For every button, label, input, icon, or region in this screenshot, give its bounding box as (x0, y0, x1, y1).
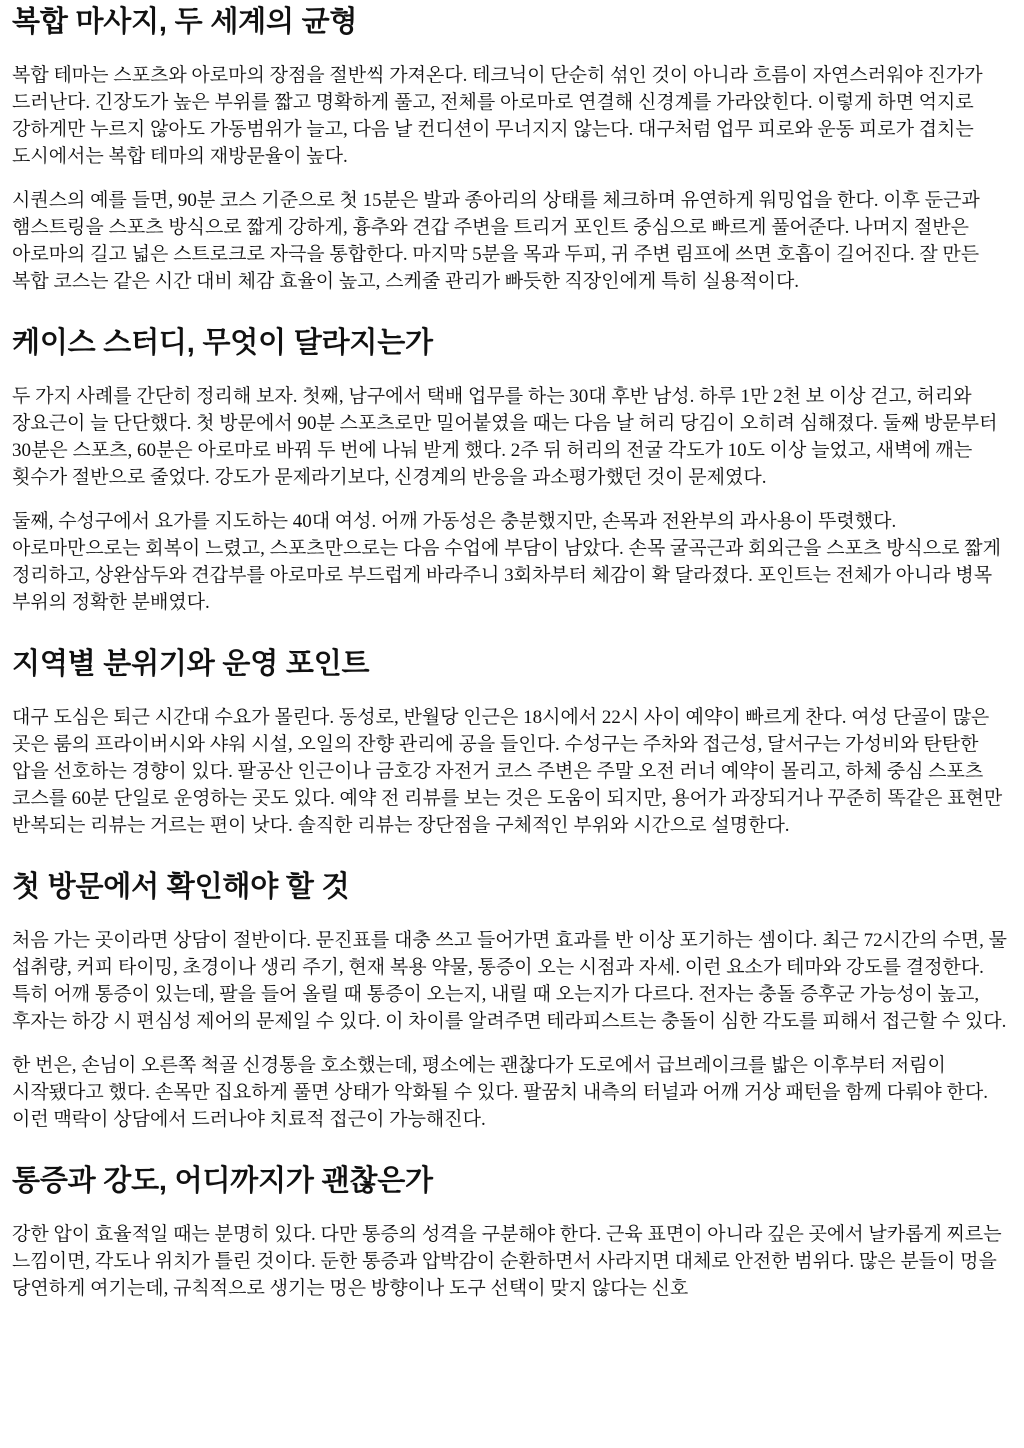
section-composite-massage (12, 4, 1012, 295)
section-heading: 케이스 스터디, 무엇이 달라지는가 (12, 327, 433, 359)
section-first-visit-checklist (12, 869, 1012, 1133)
paragraph: 강한 압이 효율적일 때는 분명히 있다. 다만 통증의 성격을 구분해야 한다. 근육 표면이 아니라 깊은 곳에서 날카롭게 찌르는 느낌이면, 각도나 위치가 틀린 것이다. 둔한 통증과 압박감이 순환하면서 사라지면 대체로 안전한 범위다. 많은 분들이 멍을 당연하게 여기는데, 규칙적으로 생기는 멍은 방향이나 도구 선택이 맞지 않다는 신호 (12, 1224, 1002, 1299)
section-pain-and-intensity (12, 1163, 1012, 1302)
section-heading: 지역별 분위기와 운영 포인트 (12, 648, 370, 680)
article (12, 0, 1012, 1319)
section-heading: 통증과 강도, 어디까지가 괜찮은가 (12, 1165, 433, 1197)
section-heading: 복합 마사지, 두 세계의 균형 (12, 6, 358, 38)
section-regional-atmosphere (12, 646, 1012, 839)
paragraph: 두 가지 사례를 간단히 정리해 보자. 첫째, 남구에서 택배 업무를 하는 30대 후반 남성. 하루 1만 2천 보 이상 걷고, 허리와 장요근이 늘 단단했다. 첫 방문에서 90분 스포츠로만 밀어붙였을 때는 다음 날 허리 당김이 오히려 심해졌다. 둘째 방문부터 30분은 스포츠, 60분은 아로마로 바꿔 두 번에 나눠 받게 했다. 2주 뒤 허리의 전굴 각도가 10도 이상 늘었고, 새벽에 깨는 횟수가 절반으로 줄었다. 강도가 문제라기보다, 신경계의 반응을 과소평가했던 것이 문제였다. (12, 386, 998, 488)
paragraph: 처음 가는 곳이라면 상담이 절반이다. 문진표를 대충 쓰고 들어가면 효과를 반 이상 포기하는 셈이다. 최근 72시간의 수면, 물 섭취량, 커피 타이밍, 초경이나 생리 주기, 현재 복용 약물, 통증이 오는 시점과 자세. 이런 요소가 테마와 강도를 결정한다. 특히 어깨 통증이 있는데, 팔을 들어 올릴 때 통증이 오는지, 내릴 때 오는지가 다르다. 전자는 충돌 증후군 가능성이 높고, 후자는 하강 시 편심성 제어의 문제일 수 있다. 이 차이를 알려주면 테라피스트는 충돌이 심한 각도를 피해서 접근할 수 있다. (12, 930, 1007, 1032)
paragraph: 복합 테마는 스포츠와 아로마의 장점을 절반씩 가져온다. 테크닉이 단순히 섞인 것이 아니라 흐름이 자연스러워야 진가가 드러난다. 긴장도가 높은 부위를 짧고 명확하게 풀고, 전체를 아로마로 연결해 신경계를 가라앉힌다. 이렇게 하면 억지로 강하게만 누르지 않아도 가동범위가 늘고, 다음 날 컨디션이 무너지지 않는다. 대구처럼 업무 피로와 운동 피로가 겹치는 도시에서는 복합 테마의 재방문율이 높다. (12, 65, 983, 167)
paragraph: 시퀀스의 예를 들면, 90분 코스 기준으로 첫 15분은 발과 종아리의 상태를 체크하며 유연하게 워밍업을 한다. 이후 둔근과 햄스트링을 스포츠 방식으로 짧게 강하게, 흉추와 견갑 주변을 트리거 포인트 중심으로 빠르게 풀어준다. 나머지 절반은 아로마의 길고 넓은 스트로크로 자극을 통합한다. 마지막 5분을 목과 두피, 귀 주변 림프에 쓰면 호흡이 길어진다. 잘 만든 복합 코스는 같은 시간 대비 체감 효율이 높고, 스케줄 관리가 빠듯한 직장인에게 특히 실용적이다. (12, 190, 980, 292)
section-case-study (12, 325, 1012, 616)
paragraph: 대구 도심은 퇴근 시간대 수요가 몰린다. 동성로, 반월당 인근은 18시에서 22시 사이 예약이 빠르게 찬다. 여성 단골이 많은 곳은 룸의 프라이버시와 샤워 시설, 오일의 잔향 관리에 공을 들인다. 수성구는 주차와 접근성, 달서구는 가성비와 탄탄한 압을 선호하는 경향이 있다. 팔공산 인근이나 금호강 자전거 코스 주변은 주말 오전 러너 예약이 몰리고, 하체 중심 스포츠 코스를 60분 단일로 운영하는 곳도 있다. 예약 전 리뷰를 보는 것은 도움이 되지만, 용어가 과장되거나 꾸준히 똑같은 표현만 반복되는 리뷰는 거르는 편이 낫다. 솔직한 리뷰는 장단점을 구체적인 부위와 시간으로 설명한다. (12, 707, 1003, 836)
paragraph: 둘째, 수성구에서 요가를 지도하는 40대 여성. 어깨 가동성은 충분했지만, 손목과 전완부의 과사용이 뚜렷했다. 아로마만으로는 회복이 느렸고, 스포츠만으로는 다음 수업에 부담이 남았다. 손목 굴곡근과 회외근을 스포츠 방식으로 짧게 정리하고, 상완삼두와 견갑부를 아로마로 부드럽게 바라주니 3회차부터 체감이 확 달라졌다. 포인트는 전체가 아니라 병목 부위의 정확한 분배였다. (12, 511, 1001, 613)
paragraph: 한 번은, 손님이 오른쪽 척골 신경통을 호소했는데, 평소에는 괜찮다가 도로에서 급브레이크를 밟은 이후부터 저림이 시작됐다고 했다. 손목만 집요하게 풀면 상태가 악화될 수 있다. 팔꿈치 내측의 터널과 어깨 거상 패턴을 함께 다뤄야 한다. 이런 맥락이 상담에서 드러나야 치료적 접근이 가능해진다. (12, 1055, 988, 1130)
section-heading: 첫 방문에서 확인해야 할 것 (12, 871, 350, 903)
